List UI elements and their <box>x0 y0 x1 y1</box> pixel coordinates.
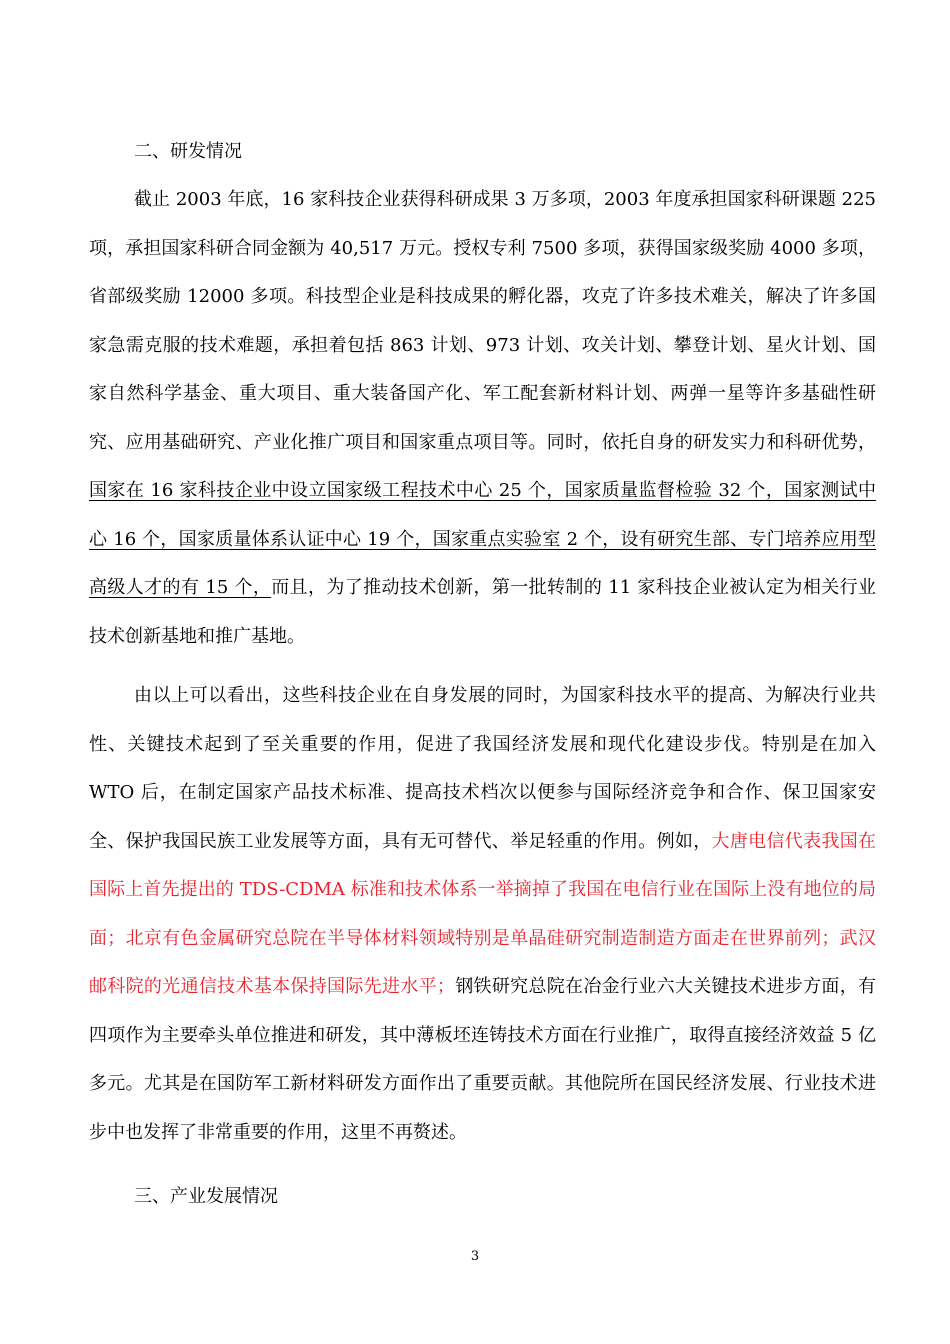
paragraph-research-tail: 而且，为了推动技术创新，第一批转制的 11 家科技企业被认定为相关行业技术创新基地和推广基地。 <box>89 577 876 647</box>
paragraph-contributions <box>89 672 876 1157</box>
section-heading-research: 二、研发情况 <box>134 141 242 162</box>
section-heading-industry: 三、产业发展情况 <box>134 1186 278 1207</box>
underlined-centers-text: 国家在 16 家科技企业中设立国家级工程技术中心 25 个，国家质量监督检验 32 个，国家测试中心 16 个，国家质量体系认证中心 19 个，国家重点实验室 2 个，设有研究生部、专门培养应用型高级人才的有 15 个， <box>89 480 876 598</box>
paragraph-research-results <box>89 176 876 661</box>
highlighted-examples-text: 大唐电信代表我国在国际上首先提出的 TDS-CDMA 标准和技术体系一举摘掉了我国在电信行业在国际上没有地位的局面；北京有色金属研究总院在半导体材料领域特别是单晶硅研究制造制造方面走在世界前列；武汉邮科院的光通信技术基本保持国际先进水平； <box>89 830 877 997</box>
paragraph-contributions-intro: 由以上可以看出，这些科技企业在自身发展的同时，为国家科技水平的提高、为解决行业共性、关键技术起到了至关重要的作用，促进了我国经济发展和现代化建设步伐。特别是在加入 WTO 后，在制定国家产品技术标准、提高技术档次以便参与国际经济竞争和合作、保卫国家安全、保护我国民族工业发展等方面，具有无可替代、举足轻重的作用。例如， <box>89 685 876 852</box>
paragraph-research-intro: 截止 2003 年底，16 家科技企业获得科研成果 3 万多项，2003 年度承担国家科研课题 225 项，承担国家科研合同金额为 40,517 万元。授权专利 7500 多项，获得国家级奖励 4000 多项，省部级奖励 12000 多项。科技型企业是科技成果的孵化器，攻克了许多技术难关，解决了许多国家急需克服的技术难题，承担着包括 863 计划、973 计划、攻关计划、攀登计划、星火计划、国家自然科学基金、重大项目、重大装备国产化、军工配套新材料计划、两弹一星等许多基础性研究、应用基础研究、产业化推广项目和国家重点项目等。同时，依托自身的研发实力和科研优势， <box>89 189 876 453</box>
paragraph-contributions-tail: 钢铁研究总院在冶金行业六大关键技术进步方面，有四项作为主要牵头单位推进和研发，其中薄板坯连铸技术方面在行业推广，取得直接经济效益 5 亿多元。尤其是在国防军工新材料研发方面作出了重要贡献。其他院所在国民经济发展、行业技术进步中也发挥了非常重要的作用，这里不再赘述。 <box>89 976 877 1143</box>
page-number: 3 <box>470 1249 480 1264</box>
